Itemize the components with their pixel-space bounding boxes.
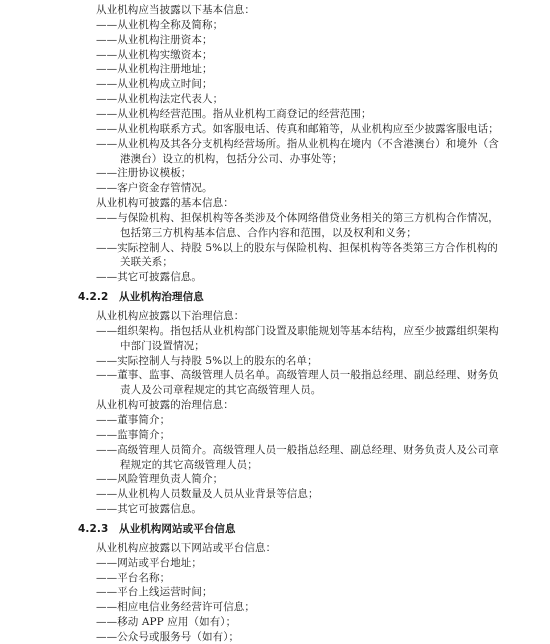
text-line: 从业机构应披露以下网站或平台信息：: [96, 541, 277, 554]
list-item: ——与保险机构、担保机构等各类涉及个体网络借贷业务相关的第三方机构合作情况，: [96, 211, 499, 224]
list-item: ——其它可披露信息。: [96, 503, 202, 516]
list-item: ——从业机构及其各分支机构经营场所。指从业机构在境内（不含港澳台）和境外（含: [96, 137, 499, 150]
list-item: ——网站或平台地址；: [96, 556, 202, 569]
list-item: ——平台名称；: [96, 571, 171, 584]
list-item: ——相应电信业务经营许可信息；: [96, 601, 255, 614]
section-heading: 4.2.3 从业机构网站或平台信息: [78, 522, 236, 535]
list-item: ——平台上线运营时间；: [96, 586, 213, 599]
list-item: ——风险管理负责人简介；: [96, 473, 224, 486]
section-heading: 4.2.2 从业机构治理信息: [78, 291, 204, 304]
list-item-continuation: 关联关系；: [120, 256, 173, 269]
text-line: 从业机构应当披露以下基本信息：: [96, 4, 255, 16]
list-item: ——从业机构联系方式。如客服电话、传真和邮箱等，从业机构应至少披露客服电话；: [96, 122, 499, 135]
list-item: ——董事、监事、高级管理人员名单。高级管理人员一般指总经理、副总经理、财务负: [96, 369, 499, 382]
list-item: ——移动 APP 应用（如有）；: [96, 616, 237, 628]
text-line: 从业机构应披露以下治理信息：: [96, 310, 245, 322]
list-item-continuation: 港澳台）设立的机构，包括分公司、办事处等；: [120, 152, 343, 165]
list-item: ——公众号或服务号（如有）；: [96, 630, 240, 643]
list-item: ——高级管理人员简介。高级管理人员一般指总经理、副总经理、财务负责人及公司章: [96, 443, 499, 456]
list-item-continuation: 包括第三方机构基本信息、合作内容和范围，以及权利和义务；: [120, 226, 417, 239]
list-item: ——其它可披露信息。: [96, 271, 202, 284]
list-item: ——从业机构实缴资本；: [96, 48, 213, 61]
list-item: ——从业机构注册地址；: [96, 63, 213, 76]
list-item-continuation: 程规定的其它高级管理人员；: [120, 458, 258, 471]
list-item: ——从业机构全称及简称；: [96, 18, 224, 31]
list-item: ——监事简介；: [96, 428, 171, 441]
list-item: ——从业机构人员数量及人员从业背景等信息；: [96, 488, 319, 501]
list-item: ——从业机构成立时间；: [96, 78, 213, 91]
list-item: ——董事简介；: [96, 414, 171, 426]
list-item: ——从业机构法定代表人；: [96, 93, 224, 106]
text-line: 从业机构可披露的基本信息：: [96, 197, 234, 209]
list-item: ——注册协议模板；: [96, 167, 192, 180]
list-item: ——实际控制人、持股 5%以上的股东与保险机构、担保机构等各类第三方合作机构的: [96, 241, 498, 254]
text-line: 从业机构可披露的治理信息：: [96, 399, 234, 412]
list-item: ——客户资金存管情况。: [96, 182, 213, 195]
list-item: ——从业机构注册资本；: [96, 33, 213, 46]
list-item: ——实际控制人与持股 5%以上的股东的名单；: [96, 354, 318, 367]
list-item-continuation: 中部门设置情况；: [120, 339, 205, 352]
list-item: ——组织架构。指包括从业机构部门设置及职能规划等基本结构，应至少披露组织架构: [96, 324, 499, 337]
list-item-continuation: 责人及公司章程规定的其它高级管理人员。: [120, 384, 322, 397]
list-item: ——从业机构经营范围。指从业机构工商登记的经营范围；: [96, 107, 372, 120]
